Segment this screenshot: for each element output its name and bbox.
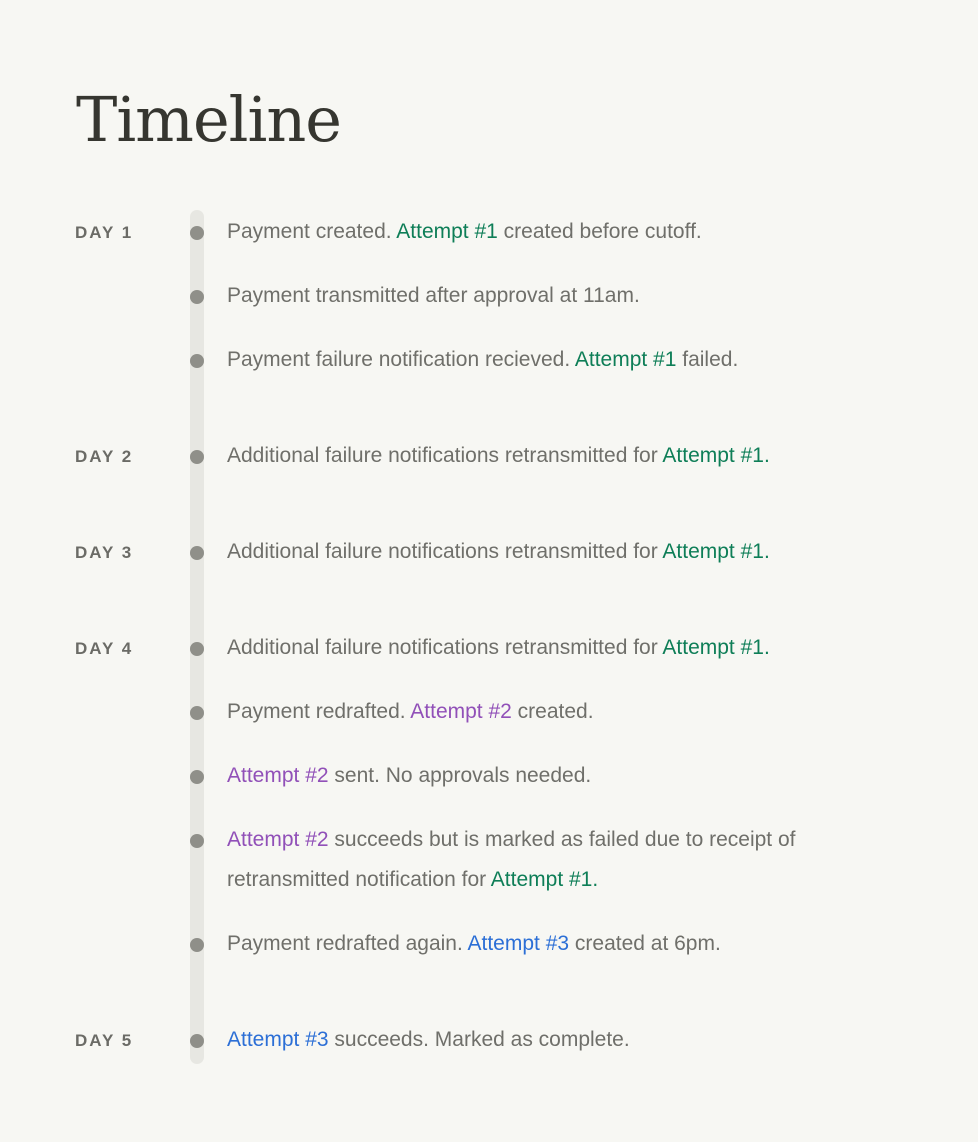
event-text: succeeds. Marked as complete. [328,1028,630,1051]
attempt-2-ref: Attempt #2 [227,764,329,787]
timeline-dot-icon [190,226,204,240]
timeline-event [227,924,917,964]
attempt-3-ref: Attempt #3 [227,1028,329,1051]
event-text: failed. [676,348,739,371]
day-label-2: DAY 2 [75,447,134,466]
event-text: created. [511,700,594,723]
attempt-1-ref: Attempt #1. [662,540,770,563]
attempt-1-ref: Attempt #1 [574,348,677,371]
attempt-1-ref: Attempt #1. [662,444,770,467]
timeline-event [227,212,917,252]
timeline-event [227,532,917,572]
event-text: Payment redrafted. [227,700,411,723]
event-text: Payment redrafted again. [227,932,468,955]
event-text: Payment failure notification recieved. [227,348,575,371]
attempt-3-ref: Attempt #3 [467,932,570,955]
event-text: Additional failure notifications retransmitted for [227,444,663,467]
event-text: succeeds but is marked as failed due to receipt of retransmitted notification for [227,828,796,891]
attempt-1-ref: Attempt #1. [662,636,770,659]
timeline-event [227,276,917,316]
attempt-1-ref: Attempt #1 [396,220,498,243]
timeline-event [227,628,917,668]
timeline-dot-icon [190,770,204,784]
timeline-event [227,436,917,476]
day-label-1: DAY 1 [75,223,134,242]
timeline-event [227,692,917,732]
timeline-dot-icon [190,938,204,952]
attempt-1-ref: Attempt #1. [490,868,599,891]
timeline-dot-icon [190,834,204,848]
timeline-event [227,756,917,796]
day-label-3: DAY 3 [75,543,134,562]
page-title: Timeline [76,83,341,156]
timeline-track [190,210,204,1064]
timeline-dot-icon [190,1034,204,1048]
day-label-5: DAY 5 [75,1031,134,1050]
timeline-dot-icon [190,354,204,368]
event-text: sent. No approvals needed. [328,764,592,787]
timeline-dot-icon [190,450,204,464]
event-text: Additional failure notifications retransmitted for [227,636,663,659]
day-label-4: DAY 4 [75,639,134,658]
event-text: created before cutoff. [497,220,702,243]
timeline-event [227,1020,917,1060]
timeline-event [227,820,917,900]
event-text: Payment created. [227,220,397,243]
event-text: Payment transmitted after approval at 11am. [227,284,640,307]
event-text: Additional failure notifications retransmitted for [227,540,663,563]
timeline-dot-icon [190,706,204,720]
event-text: created at 6pm. [569,932,721,955]
timeline-event [227,340,917,380]
timeline-dot-icon [190,642,204,656]
timeline-dot-icon [190,546,204,560]
attempt-2-ref: Attempt #2 [410,700,512,723]
attempt-2-ref: Attempt #2 [227,828,329,851]
timeline-dot-icon [190,290,204,304]
